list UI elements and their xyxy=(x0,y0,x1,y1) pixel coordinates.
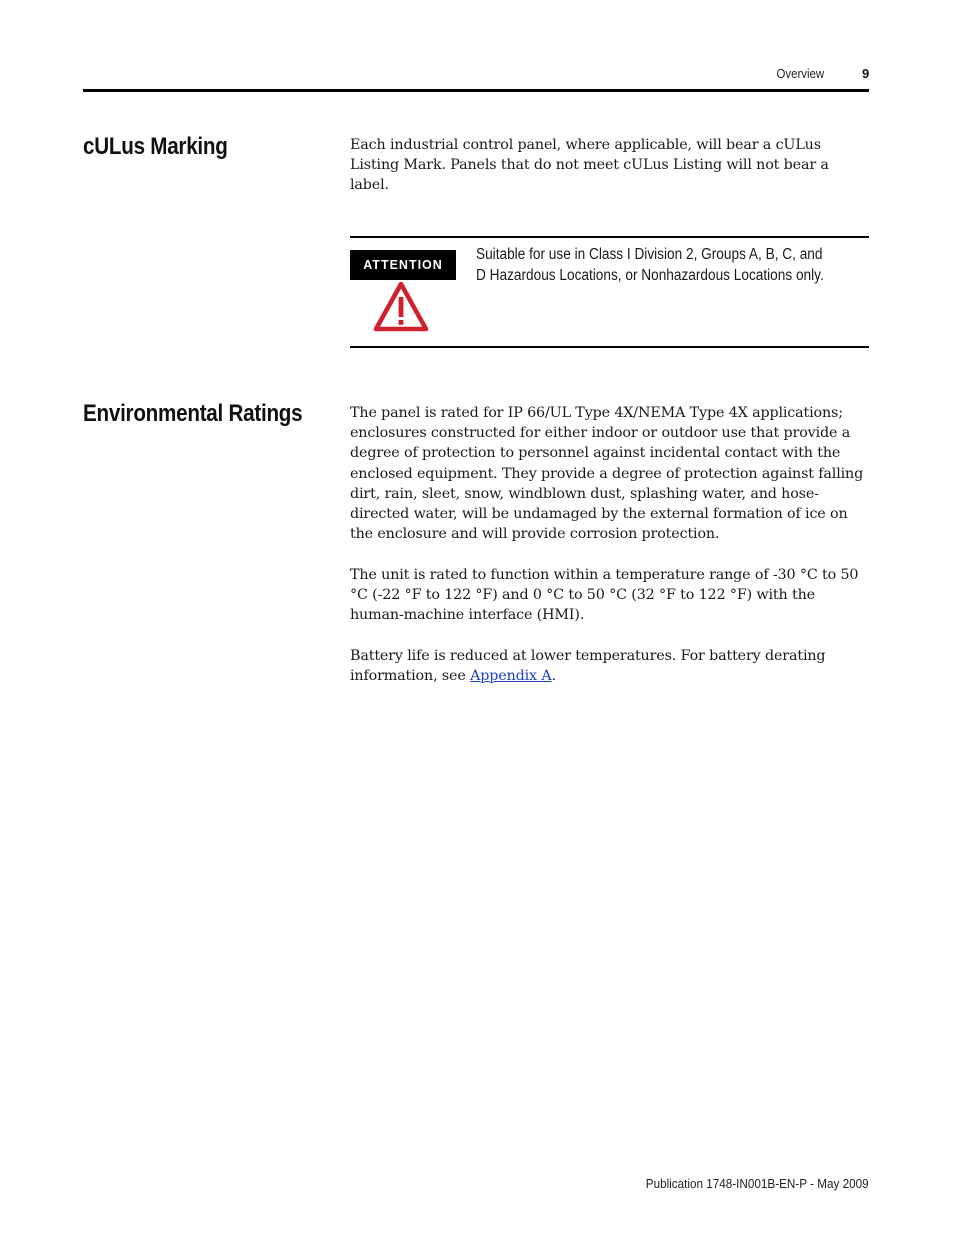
header-rule xyxy=(83,89,869,92)
culus-heading: cULus Marking xyxy=(83,133,228,160)
attention-top-rule xyxy=(350,236,869,238)
footer-publication: Publication 1748-IN001B-EN-P - May 2009 xyxy=(646,1176,869,1191)
environmental-paragraph-3 xyxy=(350,646,870,686)
environmental-heading: Environmental Ratings xyxy=(83,400,303,427)
battery-text-end: . xyxy=(551,668,556,685)
attention-text: Suitable for use in Class I Division 2, Groups A, B, C, and D Hazardous Locations, or Nonhazardous Locations only. xyxy=(476,246,824,284)
environmental-paragraph-2: The unit is rated to function within a temperature range of -30 °C to 50 °C (-22 °F to 122 °F) and 0 °C to 50 °C (32 °F to 122 °F) with the human-machine interface (HMI). xyxy=(350,567,859,624)
header-section-title: Overview xyxy=(776,66,824,81)
warning-triangle-icon xyxy=(373,281,429,332)
appendix-a-link[interactable]: Appendix A xyxy=(470,668,552,685)
attention-bottom-rule xyxy=(350,346,869,348)
attention-badge: ATTENTION xyxy=(350,250,456,280)
culus-paragraph: Each industrial control panel, where applicable, will bear a cULus Listing Mark. Panels that do not meet cULus Listing will not bear a label. xyxy=(350,137,829,194)
environmental-paragraph-1: The panel is rated for IP 66/UL Type 4X/NEMA Type 4X applications; enclosures constructed for either indoor or outdoor use that provide a degree of protection to personnel against incidental contact with the enclosed equipment. They provide a degree of protection against falling dirt, rain, sleet, snow, windblown dust, splashing water, and hose-directed water, will be undamaged by the external formation of ice on the enclosure and will provide corrosion protection. xyxy=(350,405,864,543)
header-page-number: 9 xyxy=(862,66,870,81)
battery-text: Battery life is reduced at lower temperatures. For battery derating information, see xyxy=(350,648,826,685)
